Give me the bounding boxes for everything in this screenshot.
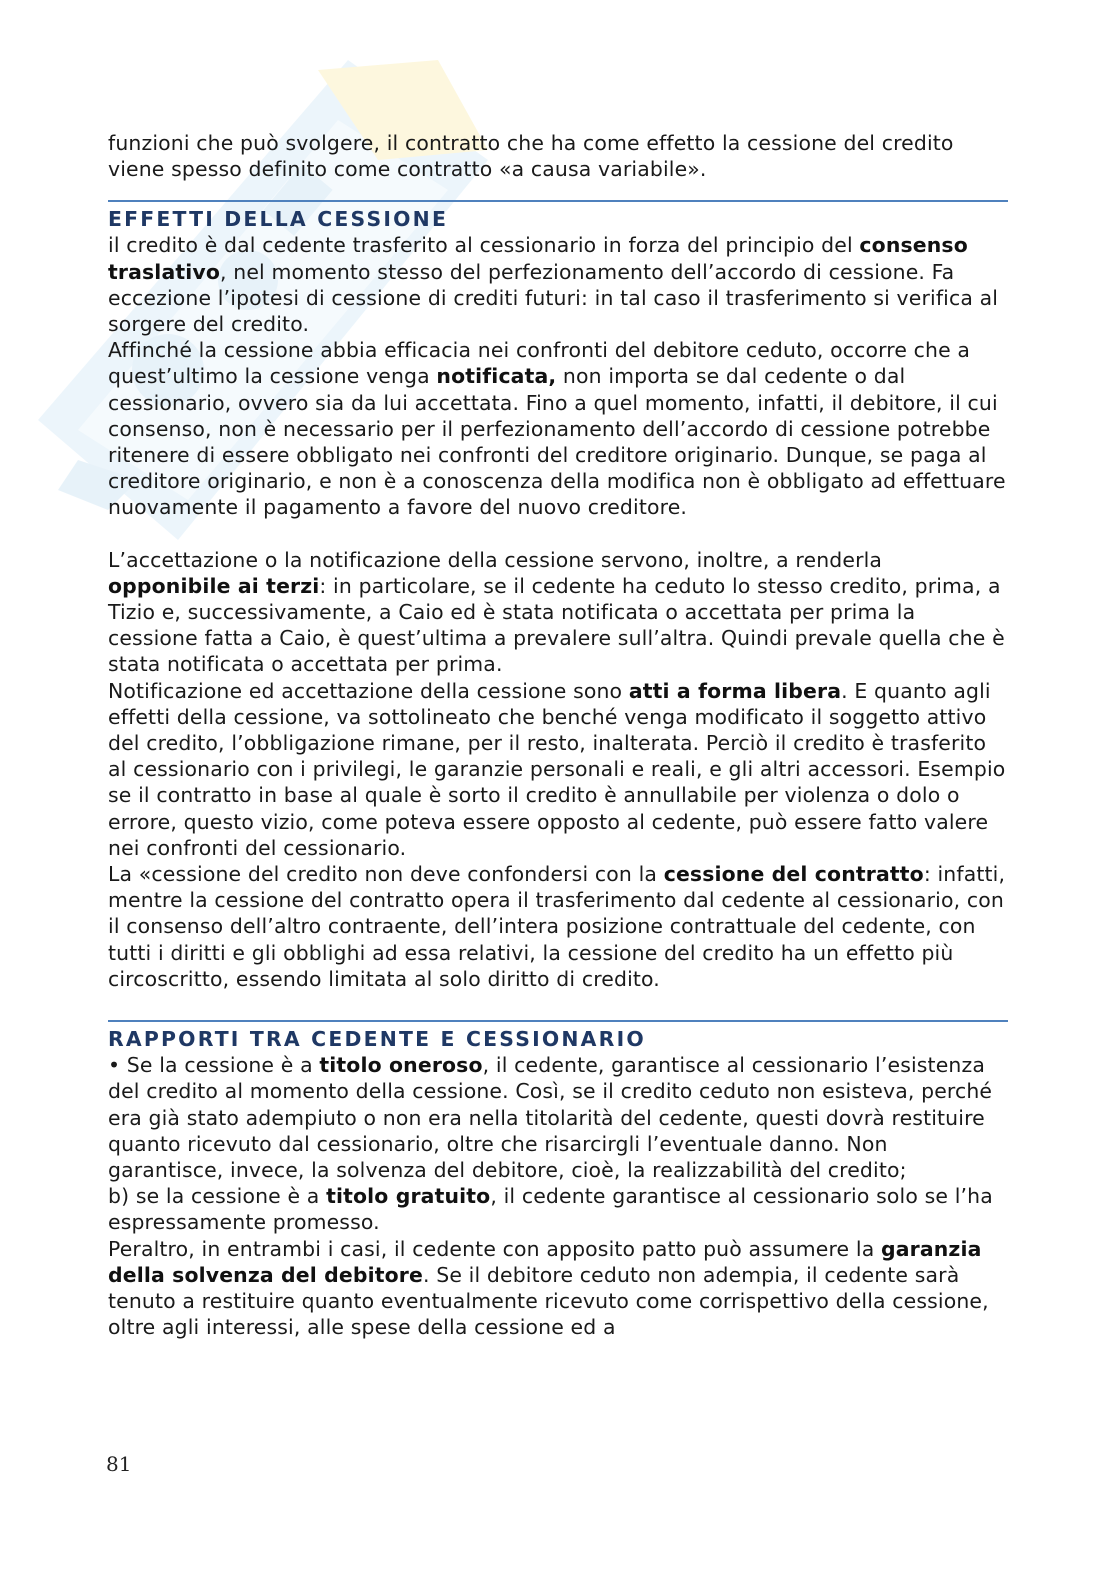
section-heading-effetti: EFFETTI DELLA CESSIONE xyxy=(108,200,1008,232)
page-number: 81 xyxy=(106,1452,132,1476)
paragraph: b) se la cessione è a titolo gratuito, il cedente garantisce al cessionario solo se l’ha espressamente promesso. xyxy=(108,1184,993,1235)
paragraph: il credito è dal cedente trasferito al cessionario in forza del principio del consenso traslativo, nel momento stesso del perfezionamento dell’accordo di cessione. Fa eccezione l’ipotesi di cessione di crediti futuri: in tal caso il trasferimento si verifica al sorgere del credito. xyxy=(108,233,999,337)
paragraph: Affinché la cessione abbia efficacia nei confronti del debitore ceduto, occorre che a quest’ultimo la cessione venga notificata, non importa se dal cedente o dal cessionario, ovvero sia da lui accettata. Fino a quel momento, infatti, il debitore, il cui consenso, non è necessario per il perfezionamento dell’accordo di cessione potrebbe ritenere di essere obbligato nei confronti del creditore originario. Dunque, se paga al creditore originario, e non è a conoscenza della modifica non è obbligato ad effettuare nuovamente il pagamento a favore del nuovo creditore. xyxy=(108,338,1006,520)
section-heading-rapporti: RAPPORTI TRA CEDENTE E CESSIONARIO xyxy=(108,1020,1008,1052)
paragraph: La «cessione del credito non deve confondersi con la cessione del contratto: infatti, mentre la cessione del contratto opera il trasferimento dal cedente al cessionario, con il consenso dell’altro contraente, dell’intera posizione contrattuale del cedente, con tutti i diritti e gli obblighi ad essa relativi, la cessione del credito ha un effetto più circoscritto, essendo limitata al solo diritto di credito. xyxy=(108,862,1006,991)
paragraph: • Se la cessione è a titolo oneroso, il cedente, garantisce al cessionario l’esistenza del credito al momento della cessione. Così, se il credito ceduto non esisteva, perché era già stato adempiuto o non era nella titolarità del cedente, questi dovrà restituire quanto ricevuto dal cessionario, oltre che risarcirgli l’eventuale danno. Non garantisce, invece, la solvenza del debitore, cioè, la realizzabilità del credito; xyxy=(108,1053,993,1182)
paragraph: L’accettazione o la notificazione della cessione servono, inoltre, a renderla opponibile ai terzi: in particolare, se il cedente ha ceduto lo stesso credito, prima, a Tizio e, successivamente, a Caio ed è stata notificata o accettata per prima la cessione fatta a Caio, è quest’ultima a prevalere sull’altra. Quindi prevale quella che è stata notificata o accettata per prima. xyxy=(108,547,1005,677)
paragraph: Notificazione ed accettazione della cessione sono atti a forma libera. E quanto agli effetti della cessione, va sottolineato che benché venga modificato il soggetto attivo del credito, l’obbligazione rimane, per il resto, inalterata. Perciò il credito è trasferito al cessionario con i privilegi, le garanzie personali e reali, e gli altri accessori. Esempio se il contratto in base al quale è sorto il credito è annullabile per violenza o dolo o errore, questo vizio, come poteva essere opposto al cedente, può essere fatto valere nei confronti del cessionario. xyxy=(108,678,1006,860)
paragraph: Peraltro, in entrambi i casi, il cedente con apposito patto può assumere la garanzia della solvenza del debitore. Se il debitore ceduto non adempia, il cedente sarà tenuto a restituire quanto eventualmente ricevuto come corrispettivo della cessione, oltre agli interessi, alle spese della cessione ed a xyxy=(108,1236,989,1340)
document-body xyxy=(108,130,1008,1340)
intro-paragraph: funzioni che può svolgere, il contratto che ha come effetto la cessione del credito viene spesso definito come contratto «a causa variabile». xyxy=(108,131,954,182)
